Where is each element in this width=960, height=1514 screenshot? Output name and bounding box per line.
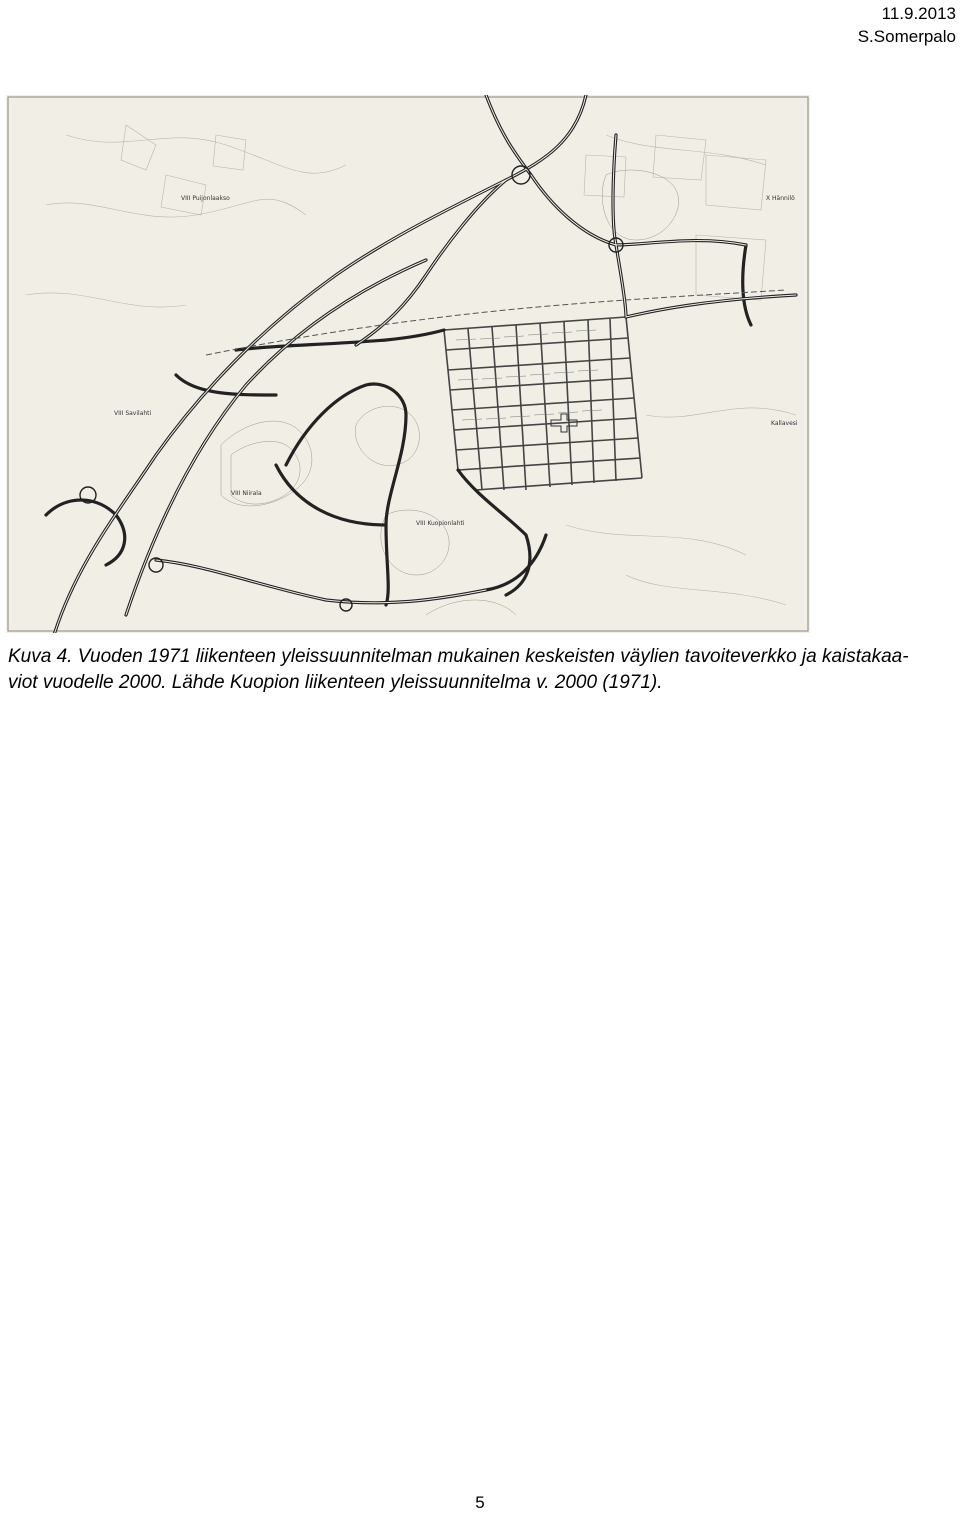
map-paper (6, 95, 810, 633)
page-header (858, 2, 956, 48)
map-label-savilahti: VIII Savilahti (114, 410, 152, 417)
map-label-hannilo: X Hännilö (766, 195, 795, 202)
header-date: 11.9.2013 (881, 4, 956, 23)
map-drawing (6, 95, 810, 633)
map-label-kallavesi: Kallavesi (771, 420, 798, 427)
map-label-kuopionlahti: VIII Kuopionlahti (416, 520, 465, 527)
figure-caption (8, 644, 948, 696)
map-label-niirala: VIII Niirala (231, 490, 262, 497)
traffic-network-map (6, 95, 810, 633)
caption-line-2: viot vuodelle 2000. Lähde Kuopion liikenteen yleissuunnitelma v. 2000 (1971). (8, 672, 663, 693)
page-number: 5 (475, 1493, 485, 1512)
map-label-puijonlaakso: VIII Puijonlaakso (181, 195, 230, 202)
header-author: S.Somerpalo (857, 27, 956, 46)
caption-line-1: Kuva 4. Vuoden 1971 liikenteen yleissuunnitelman mukainen keskeisten väylien tavoiteverkko ja kaistakaa- (8, 646, 909, 667)
